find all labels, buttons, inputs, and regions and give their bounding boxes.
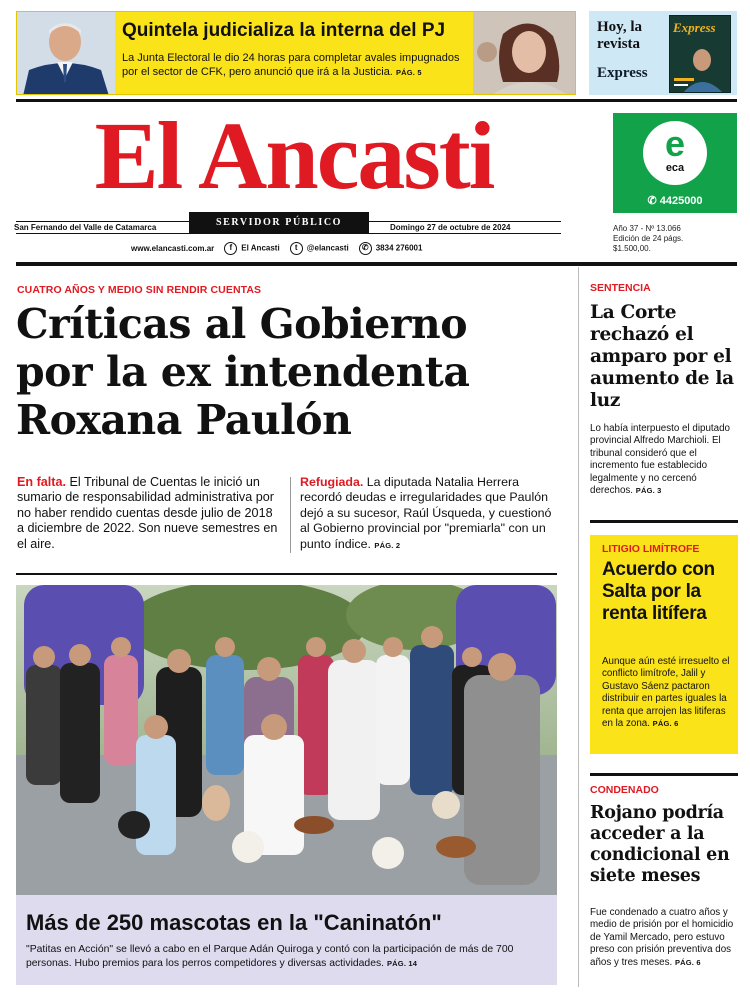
col1-lead: En falta. (17, 475, 66, 489)
sidebar-rule-2 (590, 773, 738, 776)
magazine-cover-title: Express (673, 20, 716, 35)
condenado-text (590, 907, 736, 969)
promo-line-2: revista (597, 36, 641, 52)
litigio-box[interactable] (590, 535, 738, 754)
column-divider (578, 267, 579, 987)
condenado-page-ref: PÁG. 6 (674, 957, 701, 967)
teaser-summary (122, 51, 472, 80)
eca-e-glyph: e (664, 123, 686, 164)
col2-text: La diputada Natalia Herrera recordó deudas e irregularidades que Paulón dejó a su sucesor, Raúl Úsqueda, y cuestionó al Gobierno provincial por "premiarla" con un punto índice. (300, 475, 552, 551)
edition-pages: Edición de 24 págs. (613, 234, 684, 243)
eca-ad[interactable] (613, 113, 737, 213)
twitter-icon: t (290, 242, 303, 255)
eca-phone: ✆ 4425000 (647, 195, 703, 207)
photo-story-summary: "Patitas en Acción" se llevó a cabo en el Parque Adán Quiroga y contó con la participación de más de 700 personas. Hubo premios para los perros competidores y diversas actividades. (26, 944, 514, 969)
litigio-page-ref: PÁG. 6 (652, 719, 679, 729)
eca-logo-icon (643, 121, 707, 185)
facebook-contact[interactable] (224, 242, 279, 255)
litigio-summary: Aunque aún esté irresuelto el conflicto limítrofe, Jalil y Gustavo Sáenz pactaron distribuir en partes iguales la renta que arrojen las litiferas en la zona. (602, 656, 730, 730)
main-story-column-1 (17, 475, 279, 552)
teaser-photo-woman (473, 12, 575, 95)
litigio-kicker: LITIGIO LIMÍTROFE (602, 543, 700, 555)
newspaper-logo[interactable]: El Ancasti (94, 102, 494, 209)
masthead-motto: SERVIDOR PÚBLICO (189, 212, 369, 233)
eca-label: eca (665, 162, 685, 174)
edition-info (613, 224, 737, 254)
website-link[interactable]: www.elancasti.com.ar (131, 243, 215, 253)
main-story-kicker: CUATRO AÑOS Y MEDIO SIN RENDIR CUENTAS (17, 284, 262, 296)
litigio-headline[interactable]: Acuerdo con Salta por la renta litífera (602, 559, 715, 624)
twitter-handle: @elancasti (306, 243, 349, 253)
promo-brand: Express (597, 65, 648, 81)
sentencia-kicker: SENTENCIA (590, 282, 651, 294)
promo-line-1: Hoy, la (597, 19, 643, 35)
column-separator (290, 477, 291, 553)
teaser-summary-text: La Junta Electoral le dio 24 horas para completar avales impugnados por el sector de CFK, pero anunció que irá a la Justicia. (122, 52, 460, 78)
phone-contact[interactable] (359, 242, 423, 255)
facebook-icon: f (224, 242, 237, 255)
magazine-cover-image (669, 15, 731, 93)
photo-story-headline[interactable]: Más de 250 mascotas en la "Caninatón" (26, 910, 442, 935)
col2-page-ref: PÁG. 2 (374, 540, 401, 550)
condenado-kicker: CONDENADO (590, 784, 659, 796)
edition-price: $1.500,00. (613, 244, 651, 253)
masthead-rule (16, 262, 737, 266)
masthead-location: San Fernando del Valle de Catamarca (14, 223, 157, 232)
sidebar-rule-1 (590, 520, 738, 523)
edition-number: Año 37 - Nº 13.066 (613, 224, 681, 233)
caninaton-photo[interactable] (16, 585, 557, 895)
eca-phone-number: 4425000 (659, 195, 703, 207)
express-magazine-promo[interactable] (589, 11, 737, 95)
main-story-column-2 (300, 475, 558, 553)
contact-row (131, 240, 422, 256)
photo-story-text (26, 943, 550, 970)
condenado-headline[interactable]: Rojano podría acceder a la condicional en siete meses (590, 803, 730, 886)
sentencia-text (590, 423, 736, 497)
condenado-summary: Fue condenado a cuatro años y medio de prisión por el homicidio de Yamil Mercado, pero estuvo preso con prisión preventiva dos años y tres meses. (590, 907, 734, 968)
masthead-date: Domingo 27 de octubre de 2024 (390, 223, 511, 232)
teaser-photo-politician (17, 12, 115, 95)
phone-number: 3834 276001 (375, 243, 423, 253)
col1-text: El Tribunal de Cuentas le inició un sumario de responsabilidad administrativa por no haber rendido cuentas desde julio de 2018 a diciembre de 2022. Son nueve semestres en el aire. (17, 475, 278, 551)
main-story-headline[interactable]: Críticas al Gobierno por la ex intendenta Roxana Paulón (16, 300, 470, 444)
facebook-handle: El Ancasti (241, 243, 280, 253)
top-teaser[interactable] (16, 11, 576, 95)
twitter-contact[interactable] (290, 242, 349, 255)
sentencia-headline[interactable]: La Corte rechazó el amparo por el aumento de la luz (590, 302, 734, 411)
sentencia-page-ref: PÁG. 3 (635, 486, 662, 496)
litigio-text (602, 656, 732, 730)
photo-caption-box (16, 895, 557, 985)
photo-story-page-ref: PÁG. 14 (386, 958, 418, 968)
sentencia-summary: Lo había interpuesto el diputado provincial Alfredo Marchioli. El tribunal consideró que el incremento fue establecido legalmente y no cercenó derechos. (590, 423, 730, 497)
teaser-page-ref: PÁG. 5 (395, 68, 422, 77)
teaser-headline: Quintela judicializa la interna del PJ (122, 20, 446, 41)
photo-top-rule (16, 573, 557, 575)
col2-lead: Refugiada. (300, 475, 364, 489)
whatsapp-icon: ✆ (359, 242, 372, 255)
